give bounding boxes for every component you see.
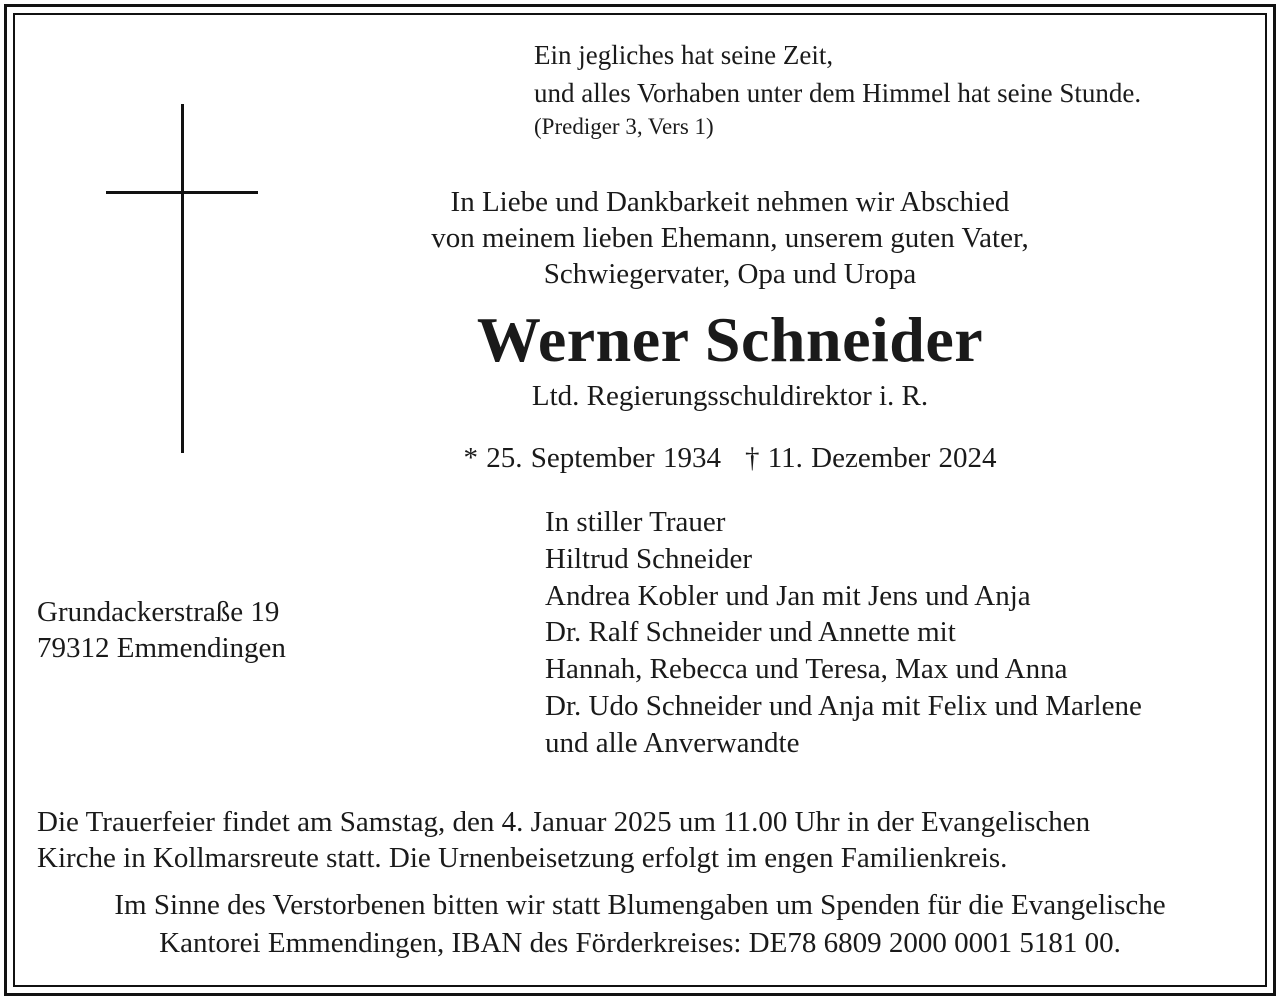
donation-request xyxy=(30,886,1250,962)
mourner-line: Hannah, Rebecca und Teresa, Max und Anna xyxy=(545,653,1068,686)
mourner-line: Dr. Ralf Schneider und Annette mit xyxy=(545,616,956,649)
farewell-intro xyxy=(380,184,1080,292)
mourner-line: Dr. Udo Schneider und Anja mit Felix und Marlene xyxy=(545,689,1142,722)
life-dates xyxy=(380,440,1080,476)
deceased-title: Ltd. Regierungsschuldirektor i. R. xyxy=(531,380,929,412)
intro-line: In Liebe und Dankbarkeit nehmen wir Abschied xyxy=(450,186,1010,218)
ceremony-line: Die Trauerfeier findet am Samstag, den 4. Januar 2025 um 11.00 Uhr in der Evangelischen xyxy=(37,806,1091,838)
mourner-line: Hiltrud Schneider xyxy=(545,542,752,575)
mourner-line: und alle Anverwandte xyxy=(545,726,800,759)
deceased-name: Werner Schneider xyxy=(476,304,984,375)
mourner-line: Andrea Kobler und Jan mit Jens und Anja xyxy=(545,579,1031,612)
ceremony-line: Kirche in Kollmarsreute statt. Die Urnenbeisetzung erfolgt im engen Familienkreis. xyxy=(37,842,1008,874)
donation-line: Kantorei Emmendingen, IBAN des Förderkreises: DE78 6809 2000 0001 5181 00. xyxy=(159,927,1121,959)
donation-line: Im Sinne des Verstorbenen bitten wir statt Blumengaben um Spenden für die Evangelische xyxy=(114,889,1166,921)
birth-date: * 25. September 1934 xyxy=(463,442,721,474)
verse-line: und alles Vorhaben unter dem Himmel hat seine Stunde. xyxy=(534,78,1142,108)
cross-horizontal-bar xyxy=(106,191,258,194)
ceremony-notice xyxy=(37,804,1090,876)
intro-line: von meinem lieben Ehemann, unserem guten Vater, xyxy=(431,222,1029,254)
verse-source: (Prediger 3, Vers 1) xyxy=(534,114,714,139)
family-address xyxy=(37,594,286,666)
address-city: 79312 Emmendingen xyxy=(37,632,286,664)
mourners-heading: In stiller Trauer xyxy=(545,506,726,538)
intro-line: Schwiegervater, Opa und Uropa xyxy=(543,258,917,290)
address-street: Grundackerstraße 19 xyxy=(37,596,280,628)
death-date: † 11. Dezember 2024 xyxy=(744,442,997,474)
bible-verse xyxy=(534,36,1141,142)
verse-line: Ein jegliches hat seine Zeit, xyxy=(534,40,834,70)
mourners-list xyxy=(545,504,1142,762)
cross-vertical-bar xyxy=(181,104,184,453)
